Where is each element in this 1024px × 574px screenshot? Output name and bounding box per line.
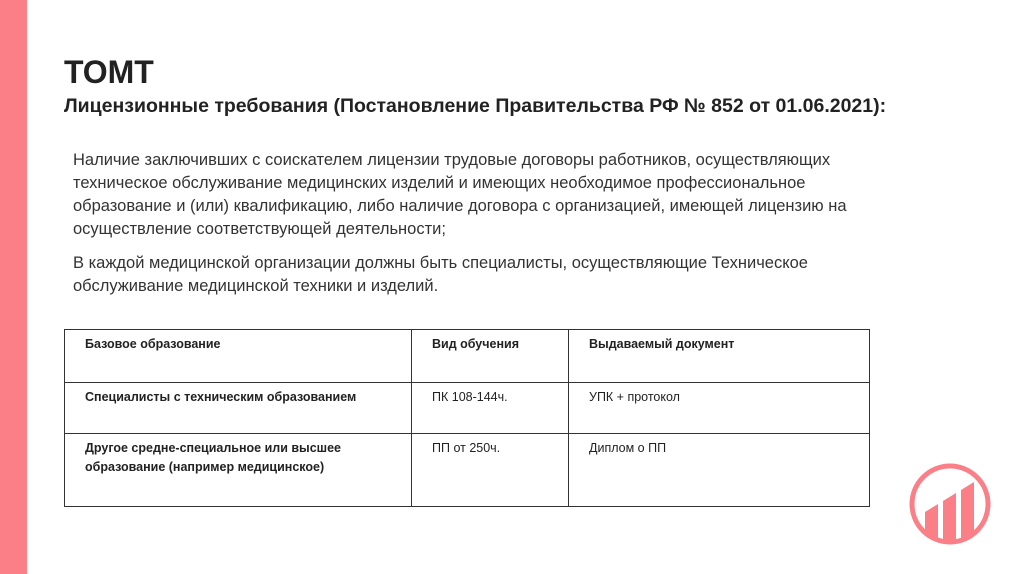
paragraph-specialists: В каждой медицинской организации должны быть специалисты, осуществляющие Техническое обслуживание медицинской техники и изделий. [73,254,808,295]
cell-document: УПК + протокол [569,383,870,434]
slide-title: ТОМТ [64,54,154,90]
header-base-education: Базовое образование [65,330,412,383]
growth-chart-circle-icon [905,459,995,549]
cell-education: Специалисты с техническим образованием [65,383,412,434]
education-table [64,329,870,507]
table-header-row [65,330,870,383]
cell-training: ПП от 250ч. [412,434,569,507]
table-row [65,434,870,507]
cell-training: ПК 108-144ч. [412,383,569,434]
paragraph-license-requirement: Наличие заключивших с соискателем лицензии трудовые договоры работников, осуществляющих техническое обслуживание медицинских изделий и имеющих необходимое профессиональное образование и (или) квалификацию, либо наличие договора с организацией, имеющей лицензию на осуществление соответствующей деятельности; [73,151,847,238]
header-document: Выдаваемый документ [569,330,870,383]
cell-document: Диплом о ПП [569,434,870,507]
cell-education: Другое средне-специальное или высшее образование (например медицинское) [65,434,412,507]
table-row [65,383,870,434]
header-training-type: Вид обучения [412,330,569,383]
slide-subtitle: Лицензионные требования (Постановление Правительства РФ № 852 от 01.06.2021): [64,95,887,117]
accent-side-bar [0,0,27,574]
